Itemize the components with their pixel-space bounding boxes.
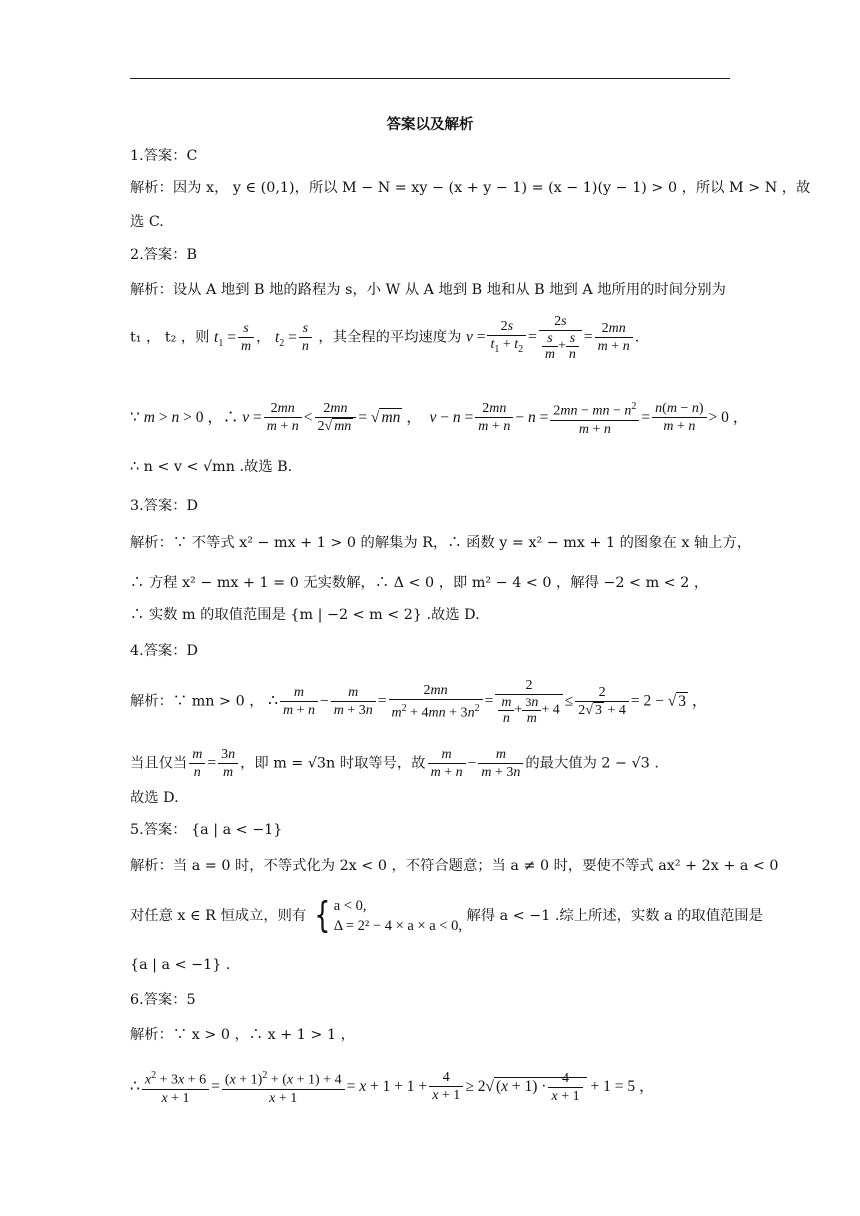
q5-condition-prefix: 对任意 x ∈ R 恒成立，则有 [130,908,307,924]
q5-solution-line2: 对任意 x ∈ R 恒成立，则有 { a < 0, Δ = 2² − 4 × a × a < 0, 解得 a < −1 .综上所述，实数 a 的取值范围是 [130,895,763,936]
q1-answer: 1.答案：C [130,148,198,164]
q5-solution-line1: 解析：当 a = 0 时，不等式化为 2x < 0 ，不符合题意；当 a ≠ 0 时，要使不等式 ax² + 2x + a < 0 [130,858,779,874]
q5-solution-line3: {a | a < −1} . [130,957,231,973]
q4-equality-prefix: 当且仅当 [130,755,188,772]
q6-solution-line2: ∴ $\frac{x^2 + 3x + 6}{x + 1}$ = $\frac{(x + 1)^2 + (x + 1) + 4}{x + 1}$ = x + 1 + 1 + $\frac{4}{x + 1}$ ≥ 2√ (x + 1) · $\frac{4}{x + 1}$ + 1 = 5 ， [130,1067,654,1107]
q4-solution-line3: 故选 D. [130,790,179,806]
q5-conclusion: 解得 a < −1 .综上所述，实数 a 的取值范围是 [466,908,763,924]
q4-max-value: 的最大值为 2 − √3 . [525,755,659,772]
q4-solution-line1: 解析：∵ mn > 0 ， ∴ $\frac{m}{m + n}$ − $\frac{m}{m + 3n}$ = $\frac{2mn}{m^2 + 4mn + 3n^2}$ = 2 $\frac{m}{n}$ + $\frac{3n}{m}$ + 4 ≤ $\frac{2}{2√ 3 + 4}$ = 2 − √ 3 ， [130,678,708,726]
q3-solution-line2: ∴ 方程 x² − mx + 1 = 0 无实数解，∴ Δ < 0 ，即 m² − 4 < 0 ，解得 −2 < m < 2 ， [130,575,709,591]
q6-solution-line1: 解析：∵ x > 0 ，∴ x + 1 > 1 ， [130,1027,355,1043]
q2-average-speed-text: ，其全程的平均速度为 [318,329,462,346]
q3-answer: 3.答案：D [130,498,198,514]
q2-solution-line1: 解析：设从 A 地到 B 地的路程为 s，小 W 从 A 地到 B 地和从 B 地到 A 地所用的时间分别为 [130,282,726,298]
q4-answer: 4.答案：D [130,643,198,659]
q2-solution-line4: ∴ n < v < √mn .故选 B. [130,459,293,475]
header-rule [130,78,730,79]
q1-solution-line1: 解析：因为 x， y ∈ (0,1)，所以 M − N = xy − (x + y − 1) = (x − 1)(y − 1) > 0 ，所以 M > N ，故 [130,180,811,196]
page-title: 答案以及解析 [386,117,474,133]
q3-solution-line3: ∴ 实数 m 的取值范围是 {m | −2 < m < 2} .故选 D. [130,607,480,623]
q4-condition: 解析：∵ mn > 0 ， [130,693,264,710]
q5-answer: 5.答案： {a | a < −1} [130,822,283,838]
q3-solution-line1: 解析：∵ 不等式 x² − mx + 1 > 0 的解集为 R，∴ 函数 y = x² − mx + 1 的图象在 x 轴上方， [130,535,752,551]
q2-solution-line2: t₁ ， t₂ ，则 $t_1$ = $\frac{s}{m}$ ， $t_2$ = $\frac{s}{n}$ ，其全程的平均速度为 v = $\frac{2s}{t_1 + t_2}$ = 2s $\frac{s}{m}$ + $\frac{s}{n}$ = $\frac{2mn}{m + n}$ . [130,314,640,362]
q4-equality-text: ，即 m = √3n 时取等号，故 [240,755,426,772]
q1-solution-line2: 选 C. [130,214,164,230]
q2-answer: 2.答案：B [130,247,198,263]
q4-solution-line2: 当且仅当 $\frac{m}{n}$ = $\frac{3n}{m}$ ，即 m = √3n 时取等号，故 $\frac{m}{m + n}$ − $\frac{m}{m + 3n}$ 的最大值为 2 − √3 . [130,747,659,780]
q6-answer: 6.答案：5 [130,992,196,1008]
q2-t-vars: t₁ ， t₂ ，则 [130,329,210,346]
q2-solution-line3: ∵ m > n > 0 ，∴ v = $\frac{2mn}{m + n}$ < $\frac{2mn}{2√ mn}$ = √ mn ， v − n = $\frac{2mn}{m + n}$ − n = $\frac{2mn - mn - n^2}{m + n}$ = $\frac{n(m - n)}{m + n}$ > 0 ， [130,398,748,438]
q5-system: a < 0, Δ = 2² − 4 × a × a < 0, [333,898,462,934]
